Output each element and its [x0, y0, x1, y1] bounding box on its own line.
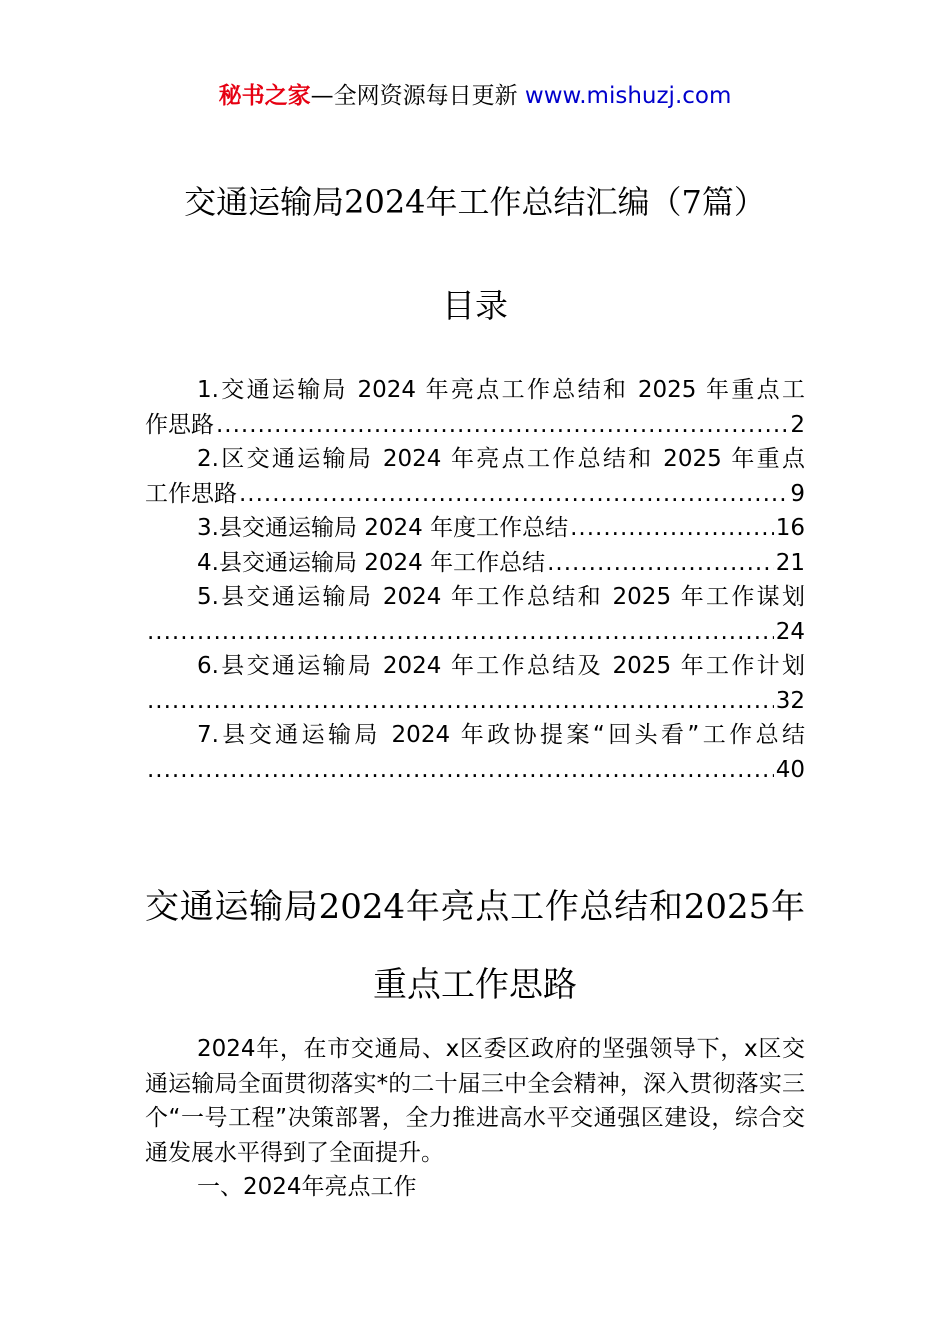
section-title-line-1: 交通运输局2024年亮点工作总结和2025年 [145, 887, 805, 927]
table-of-contents [145, 373, 805, 787]
toc-page-number: 2 [790, 411, 805, 438]
toc-entry-title-cont: 作思路 [145, 411, 214, 438]
section-body [145, 1032, 805, 1205]
tagline: —全网资源每日更新 [310, 83, 518, 109]
toc-heading: 目录 [442, 286, 508, 325]
intro-paragraph: 2024年，在市交通局、x区委区政府的坚强领导下，x区交通运输局全面贯彻落实*的二十届三中全会精神，深入贯彻落实三个“一号工程”决策部署，全力推进高水平交通强区建设，综合交通发展水平得到了全面提升。 [145, 1036, 805, 1166]
toc-entry-1[interactable] [145, 373, 805, 442]
toc-entry-title: 1.交通运输局 2024 年亮点工作总结和 2025 年重点工 [197, 377, 805, 403]
toc-page-number: 24 [775, 618, 805, 645]
toc-page-number: 21 [775, 549, 805, 576]
dot-leader [147, 753, 774, 788]
toc-entry-title: 6.县交通运输局 2024 年工作总结及 2025 年工作计划 [197, 653, 805, 679]
toc-entry-7[interactable] [145, 718, 805, 787]
toc-entry-5[interactable] [145, 580, 805, 649]
toc-entry-title: 5.县交通运输局 2024 年工作总结和 2025 年工作谋划 [197, 584, 805, 610]
toc-page-number: 9 [790, 480, 805, 507]
toc-page-number: 32 [775, 687, 805, 714]
section-title-line-2: 重点工作思路 [373, 965, 577, 1005]
dot-leader [547, 546, 774, 581]
subheading: 一、2024年亮点工作 [197, 1174, 417, 1200]
toc-entry-title: 7.县交通运输局 2024 年政协提案“回头看”工作总结 [197, 722, 805, 748]
document-title: 交通运输局2024年工作总结汇编（7篇） [184, 183, 766, 221]
toc-entry-3[interactable] [145, 511, 805, 546]
toc-entry-6[interactable] [145, 649, 805, 718]
dot-leader [147, 684, 774, 719]
section-title [145, 868, 805, 1024]
toc-entry-title: 3.县交通运输局 2024 年度工作总结 [197, 515, 569, 541]
toc-page-number: 16 [775, 515, 805, 541]
toc-entry-title: 4.县交通运输局 2024 年工作总结 [197, 549, 546, 576]
dot-leader [570, 511, 774, 546]
toc-page-number: 40 [775, 756, 805, 783]
site-url-link[interactable]: www.mishuzj.com [524, 83, 732, 109]
toc-entry-4[interactable] [145, 546, 805, 581]
brand-name: 秘书之家 [218, 83, 311, 109]
dot-leader [216, 408, 788, 443]
site-header [0, 80, 950, 112]
dot-leader [239, 477, 788, 512]
toc-entry-2[interactable] [145, 442, 805, 511]
toc-entry-title-cont: 工作思路 [145, 480, 237, 507]
dot-leader [147, 615, 774, 650]
toc-entry-title: 2.区交通运输局 2024 年亮点工作总结和 2025 年重点 [197, 446, 805, 472]
